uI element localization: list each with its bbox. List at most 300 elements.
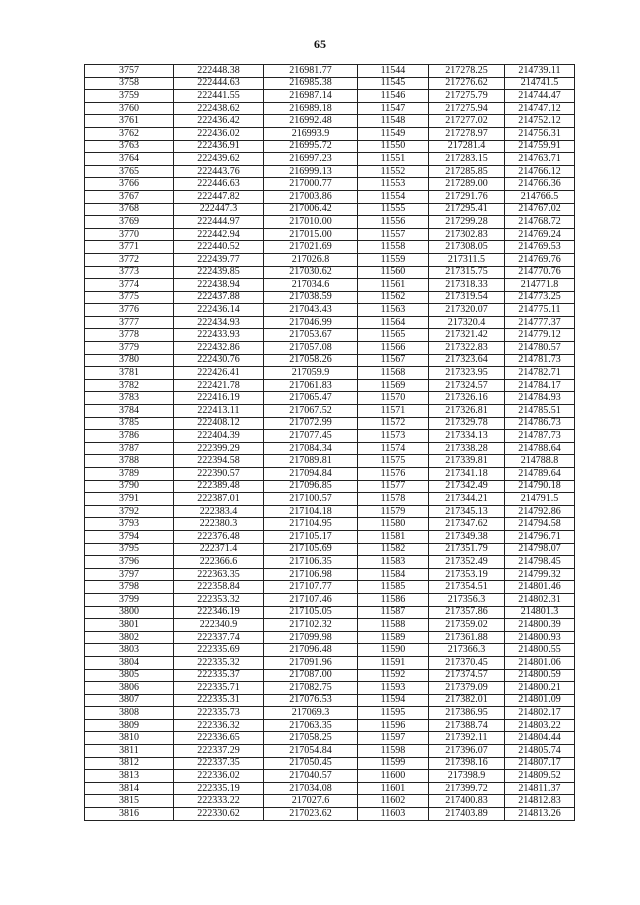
table-row (85, 732, 575, 745)
point-number-cell: 11574 (358, 442, 429, 455)
y-coordinate-cell: 214798.07 (505, 543, 575, 556)
table-row (85, 770, 575, 783)
y-coordinate-cell: 214787.73 (505, 430, 575, 443)
table-row (85, 90, 575, 103)
y-coordinate-cell: 217102.32 (264, 619, 358, 632)
x-coordinate-cell: 217342.49 (429, 480, 505, 493)
x-coordinate-cell: 217281.4 (429, 140, 505, 153)
x-coordinate-cell: 222439.85 (174, 266, 264, 279)
point-number-cell: 11544 (358, 65, 429, 78)
point-number-cell: 3782 (85, 379, 174, 392)
table-row (85, 543, 575, 556)
y-coordinate-cell: 216993.9 (264, 127, 358, 140)
x-coordinate-cell: 222337.35 (174, 757, 264, 770)
y-coordinate-cell: 214801.06 (505, 656, 575, 669)
x-coordinate-cell: 222335.37 (174, 669, 264, 682)
x-coordinate-cell: 217311.5 (429, 253, 505, 266)
x-coordinate-cell: 222443.76 (174, 165, 264, 178)
x-coordinate-cell: 217349.38 (429, 530, 505, 543)
page-number: 65 (314, 37, 326, 51)
table-row (85, 808, 575, 821)
x-coordinate-cell: 217356.3 (429, 593, 505, 606)
point-number-cell: 3801 (85, 619, 174, 632)
y-coordinate-cell: 217091.96 (264, 656, 358, 669)
x-coordinate-cell: 222383.4 (174, 505, 264, 518)
y-coordinate-cell: 214801.3 (505, 606, 575, 619)
table-row (85, 480, 575, 493)
y-coordinate-cell: 217096.85 (264, 480, 358, 493)
y-coordinate-cell: 214785.51 (505, 405, 575, 418)
point-number-cell: 11557 (358, 228, 429, 241)
point-number-cell: 11566 (358, 342, 429, 355)
y-coordinate-cell: 214771.8 (505, 279, 575, 292)
x-coordinate-cell: 222442.94 (174, 228, 264, 241)
point-number-cell: 3776 (85, 304, 174, 317)
y-coordinate-cell: 214770.76 (505, 266, 575, 279)
x-coordinate-cell: 222432.86 (174, 342, 264, 355)
x-coordinate-cell: 217338.28 (429, 442, 505, 455)
point-number-cell: 3763 (85, 140, 174, 153)
point-number-cell: 11553 (358, 178, 429, 191)
point-number-cell: 3772 (85, 253, 174, 266)
point-number-cell: 3773 (85, 266, 174, 279)
y-coordinate-cell: 214763.71 (505, 153, 575, 166)
point-number-cell: 11593 (358, 682, 429, 695)
x-coordinate-cell: 217386.95 (429, 707, 505, 720)
point-number-cell: 3787 (85, 442, 174, 455)
y-coordinate-cell: 217000.77 (264, 178, 358, 191)
y-coordinate-cell: 214766.5 (505, 190, 575, 203)
x-coordinate-cell: 222446.63 (174, 178, 264, 191)
point-number-cell: 11588 (358, 619, 429, 632)
table-row (85, 518, 575, 531)
x-coordinate-cell: 222440.52 (174, 241, 264, 254)
x-coordinate-cell: 222436.02 (174, 127, 264, 140)
point-number-cell: 3793 (85, 518, 174, 531)
y-coordinate-cell: 217082.75 (264, 682, 358, 695)
y-coordinate-cell: 217021.69 (264, 241, 358, 254)
x-coordinate-cell: 217403.89 (429, 808, 505, 821)
table-row (85, 291, 575, 304)
y-coordinate-cell: 214802.17 (505, 707, 575, 720)
x-coordinate-cell: 217399.72 (429, 782, 505, 795)
y-coordinate-cell: 216981.77 (264, 65, 358, 78)
x-coordinate-cell: 217382.01 (429, 694, 505, 707)
point-number-cell: 11586 (358, 593, 429, 606)
x-coordinate-cell: 217322.83 (429, 342, 505, 355)
y-coordinate-cell: 217105.69 (264, 543, 358, 556)
point-number-cell: 11573 (358, 430, 429, 443)
point-number-cell: 3777 (85, 316, 174, 329)
point-number-cell: 3779 (85, 342, 174, 355)
point-number-cell: 3811 (85, 745, 174, 758)
point-number-cell: 3809 (85, 719, 174, 732)
x-coordinate-cell: 222426.41 (174, 367, 264, 380)
y-coordinate-cell: 217034.6 (264, 279, 358, 292)
point-number-cell: 3760 (85, 102, 174, 115)
point-number-cell: 3808 (85, 707, 174, 720)
table-row (85, 568, 575, 581)
x-coordinate-cell: 217354.51 (429, 581, 505, 594)
y-coordinate-cell: 217089.81 (264, 455, 358, 468)
point-number-cell: 3786 (85, 430, 174, 443)
x-coordinate-cell: 217366.3 (429, 644, 505, 657)
point-number-cell: 3770 (85, 228, 174, 241)
y-coordinate-cell: 217057.08 (264, 342, 358, 355)
x-coordinate-cell: 217285.85 (429, 165, 505, 178)
x-coordinate-cell: 217323.95 (429, 367, 505, 380)
table-row (85, 581, 575, 594)
table-row (85, 745, 575, 758)
x-coordinate-cell: 217324.57 (429, 379, 505, 392)
table-row (85, 266, 575, 279)
y-coordinate-cell: 217096.48 (264, 644, 358, 657)
point-number-cell: 3806 (85, 682, 174, 695)
y-coordinate-cell: 214739.11 (505, 65, 575, 78)
point-number-cell: 11563 (358, 304, 429, 317)
y-coordinate-cell: 214807.17 (505, 757, 575, 770)
point-number-cell: 11602 (358, 795, 429, 808)
x-coordinate-cell: 222421.78 (174, 379, 264, 392)
table-row (85, 656, 575, 669)
point-number-cell: 3778 (85, 329, 174, 342)
x-coordinate-cell: 222333.22 (174, 795, 264, 808)
point-number-cell: 11546 (358, 90, 429, 103)
table-row (85, 556, 575, 569)
x-coordinate-cell: 222336.65 (174, 732, 264, 745)
y-coordinate-cell: 217010.00 (264, 216, 358, 229)
y-coordinate-cell: 214800.59 (505, 669, 575, 682)
y-coordinate-cell: 214769.53 (505, 241, 575, 254)
x-coordinate-cell: 217374.57 (429, 669, 505, 682)
y-coordinate-cell: 216995.72 (264, 140, 358, 153)
y-coordinate-cell: 214766.12 (505, 165, 575, 178)
y-coordinate-cell: 214775.11 (505, 304, 575, 317)
point-number-cell: 3795 (85, 543, 174, 556)
point-number-cell: 11603 (358, 808, 429, 821)
y-coordinate-cell: 214802.31 (505, 593, 575, 606)
table-row (85, 782, 575, 795)
x-coordinate-cell: 222380.3 (174, 518, 264, 531)
y-coordinate-cell: 217023.62 (264, 808, 358, 821)
x-coordinate-cell: 217361.88 (429, 631, 505, 644)
x-coordinate-cell: 222389.48 (174, 480, 264, 493)
x-coordinate-cell: 222358.84 (174, 581, 264, 594)
point-number-cell: 11585 (358, 581, 429, 594)
x-coordinate-cell: 222335.69 (174, 644, 264, 657)
point-number-cell: 3810 (85, 732, 174, 745)
point-number-cell: 11558 (358, 241, 429, 254)
x-coordinate-cell: 217396.07 (429, 745, 505, 758)
x-coordinate-cell: 217326.16 (429, 392, 505, 405)
y-coordinate-cell: 214811.37 (505, 782, 575, 795)
y-coordinate-cell: 217104.95 (264, 518, 358, 531)
x-coordinate-cell: 222353.32 (174, 593, 264, 606)
y-coordinate-cell: 217105.17 (264, 530, 358, 543)
table-row (85, 757, 575, 770)
table-row (85, 153, 575, 166)
point-number-cell: 11554 (358, 190, 429, 203)
table-row (85, 606, 575, 619)
point-number-cell: 3803 (85, 644, 174, 657)
y-coordinate-cell: 214786.73 (505, 417, 575, 430)
y-coordinate-cell: 214788.8 (505, 455, 575, 468)
x-coordinate-cell: 217329.78 (429, 417, 505, 430)
x-coordinate-cell: 217344.21 (429, 493, 505, 506)
x-coordinate-cell: 217283.15 (429, 153, 505, 166)
y-coordinate-cell: 217106.98 (264, 568, 358, 581)
y-coordinate-cell: 217058.26 (264, 354, 358, 367)
x-coordinate-cell: 222448.38 (174, 65, 264, 78)
y-coordinate-cell: 217094.84 (264, 468, 358, 481)
point-number-cell: 11559 (358, 253, 429, 266)
table-row (85, 115, 575, 128)
x-coordinate-cell: 222335.71 (174, 682, 264, 695)
point-number-cell: 3788 (85, 455, 174, 468)
x-coordinate-cell: 222416.19 (174, 392, 264, 405)
point-number-cell: 3794 (85, 530, 174, 543)
y-coordinate-cell: 214752.12 (505, 115, 575, 128)
y-coordinate-cell: 217099.98 (264, 631, 358, 644)
x-coordinate-cell: 222439.62 (174, 153, 264, 166)
x-coordinate-cell: 222430.76 (174, 354, 264, 367)
y-coordinate-cell: 217043.43 (264, 304, 358, 317)
y-coordinate-cell: 217100.57 (264, 493, 358, 506)
point-number-cell: 3807 (85, 694, 174, 707)
y-coordinate-cell: 214766.36 (505, 178, 575, 191)
x-coordinate-cell: 222437.88 (174, 291, 264, 304)
table-row (85, 795, 575, 808)
y-coordinate-cell: 217046.99 (264, 316, 358, 329)
point-number-cell: 11565 (358, 329, 429, 342)
x-coordinate-cell: 217379.09 (429, 682, 505, 695)
y-coordinate-cell: 217038.59 (264, 291, 358, 304)
table-row (85, 505, 575, 518)
y-coordinate-cell: 214796.71 (505, 530, 575, 543)
x-coordinate-cell: 222441.55 (174, 90, 264, 103)
point-number-cell: 3766 (85, 178, 174, 191)
point-number-cell: 3797 (85, 568, 174, 581)
x-coordinate-cell: 217319.54 (429, 291, 505, 304)
y-coordinate-cell: 214779.12 (505, 329, 575, 342)
table-row (85, 392, 575, 405)
y-coordinate-cell: 217084.34 (264, 442, 358, 455)
point-number-cell: 3791 (85, 493, 174, 506)
x-coordinate-cell: 222336.02 (174, 770, 264, 783)
coordinates-table (84, 64, 575, 821)
y-coordinate-cell: 214780.57 (505, 342, 575, 355)
y-coordinate-cell: 217069.3 (264, 707, 358, 720)
point-number-cell: 3764 (85, 153, 174, 166)
x-coordinate-cell: 217334.13 (429, 430, 505, 443)
point-number-cell: 3765 (85, 165, 174, 178)
table-row (85, 304, 575, 317)
y-coordinate-cell: 214791.5 (505, 493, 575, 506)
y-coordinate-cell: 217027.6 (264, 795, 358, 808)
point-number-cell: 3799 (85, 593, 174, 606)
x-coordinate-cell: 222399.29 (174, 442, 264, 455)
point-number-cell: 3785 (85, 417, 174, 430)
x-coordinate-cell: 222337.74 (174, 631, 264, 644)
x-coordinate-cell: 222439.77 (174, 253, 264, 266)
table-row (85, 77, 575, 90)
x-coordinate-cell: 222346.19 (174, 606, 264, 619)
x-coordinate-cell: 222340.9 (174, 619, 264, 632)
x-coordinate-cell: 222335.19 (174, 782, 264, 795)
point-number-cell: 3812 (85, 757, 174, 770)
table-row (85, 279, 575, 292)
point-number-cell: 3769 (85, 216, 174, 229)
y-coordinate-cell: 216985.38 (264, 77, 358, 90)
point-number-cell: 3805 (85, 669, 174, 682)
table-row (85, 342, 575, 355)
point-number-cell: 3789 (85, 468, 174, 481)
y-coordinate-cell: 214789.64 (505, 468, 575, 481)
table-row (85, 669, 575, 682)
x-coordinate-cell: 222433.93 (174, 329, 264, 342)
y-coordinate-cell: 214800.93 (505, 631, 575, 644)
point-number-cell: 3802 (85, 631, 174, 644)
y-coordinate-cell: 217053.67 (264, 329, 358, 342)
x-coordinate-cell: 222444.97 (174, 216, 264, 229)
x-coordinate-cell: 217345.13 (429, 505, 505, 518)
x-coordinate-cell: 222436.42 (174, 115, 264, 128)
y-coordinate-cell: 214756.31 (505, 127, 575, 140)
x-coordinate-cell: 222413.11 (174, 405, 264, 418)
point-number-cell: 3767 (85, 190, 174, 203)
point-number-cell: 11595 (358, 707, 429, 720)
point-number-cell: 11569 (358, 379, 429, 392)
y-coordinate-cell: 217026.8 (264, 253, 358, 266)
table-row (85, 65, 575, 78)
y-coordinate-cell: 214813.26 (505, 808, 575, 821)
x-coordinate-cell: 217400.83 (429, 795, 505, 808)
point-number-cell: 11584 (358, 568, 429, 581)
point-number-cell: 11600 (358, 770, 429, 783)
y-coordinate-cell: 214798.45 (505, 556, 575, 569)
x-coordinate-cell: 222335.73 (174, 707, 264, 720)
y-coordinate-cell: 214804.44 (505, 732, 575, 745)
table-row (85, 354, 575, 367)
point-number-cell: 11548 (358, 115, 429, 128)
x-coordinate-cell: 217276.62 (429, 77, 505, 90)
table-row (85, 682, 575, 695)
y-coordinate-cell: 217076.53 (264, 694, 358, 707)
point-number-cell: 11564 (358, 316, 429, 329)
point-number-cell: 11587 (358, 606, 429, 619)
table-row (85, 127, 575, 140)
y-coordinate-cell: 217003.86 (264, 190, 358, 203)
y-coordinate-cell: 214801.09 (505, 694, 575, 707)
point-number-cell: 3804 (85, 656, 174, 669)
point-number-cell: 11599 (358, 757, 429, 770)
table-row (85, 379, 575, 392)
point-number-cell: 3798 (85, 581, 174, 594)
x-coordinate-cell: 222335.32 (174, 656, 264, 669)
x-coordinate-cell: 217398.9 (429, 770, 505, 783)
table-row (85, 178, 575, 191)
y-coordinate-cell: 214790.18 (505, 480, 575, 493)
y-coordinate-cell: 216997.23 (264, 153, 358, 166)
y-coordinate-cell: 217067.52 (264, 405, 358, 418)
point-number-cell: 11581 (358, 530, 429, 543)
x-coordinate-cell: 217357.86 (429, 606, 505, 619)
x-coordinate-cell: 222438.94 (174, 279, 264, 292)
point-number-cell: 11576 (358, 468, 429, 481)
point-number-cell: 11550 (358, 140, 429, 153)
x-coordinate-cell: 217275.79 (429, 90, 505, 103)
x-coordinate-cell: 222434.93 (174, 316, 264, 329)
x-coordinate-cell: 217299.28 (429, 216, 505, 229)
y-coordinate-cell: 214768.72 (505, 216, 575, 229)
point-number-cell: 3761 (85, 115, 174, 128)
point-number-cell: 11560 (358, 266, 429, 279)
x-coordinate-cell: 222447.82 (174, 190, 264, 203)
point-number-cell: 11572 (358, 417, 429, 430)
y-coordinate-cell: 217050.45 (264, 757, 358, 770)
point-number-cell: 3774 (85, 279, 174, 292)
x-coordinate-cell: 222390.57 (174, 468, 264, 481)
y-coordinate-cell: 217107.77 (264, 581, 358, 594)
point-number-cell: 3762 (85, 127, 174, 140)
x-coordinate-cell: 217323.64 (429, 354, 505, 367)
table-row (85, 367, 575, 380)
point-number-cell: 3775 (85, 291, 174, 304)
point-number-cell: 11579 (358, 505, 429, 518)
x-coordinate-cell: 217388.74 (429, 719, 505, 732)
y-coordinate-cell: 214803.22 (505, 719, 575, 732)
x-coordinate-cell: 222376.48 (174, 530, 264, 543)
point-number-cell: 3784 (85, 405, 174, 418)
point-number-cell: 3813 (85, 770, 174, 783)
table-row (85, 707, 575, 720)
x-coordinate-cell: 217339.81 (429, 455, 505, 468)
point-number-cell: 3768 (85, 203, 174, 216)
point-number-cell: 11561 (358, 279, 429, 292)
table-row (85, 468, 575, 481)
table-row (85, 165, 575, 178)
point-number-cell: 3771 (85, 241, 174, 254)
y-coordinate-cell: 214805.74 (505, 745, 575, 758)
y-coordinate-cell: 217006.42 (264, 203, 358, 216)
table-row (85, 719, 575, 732)
y-coordinate-cell: 217065.47 (264, 392, 358, 405)
y-coordinate-cell: 214800.55 (505, 644, 575, 657)
y-coordinate-cell: 214792.86 (505, 505, 575, 518)
point-number-cell: 11583 (358, 556, 429, 569)
x-coordinate-cell: 217320.4 (429, 316, 505, 329)
point-number-cell: 11556 (358, 216, 429, 229)
y-coordinate-cell: 217030.62 (264, 266, 358, 279)
point-number-cell: 11547 (358, 102, 429, 115)
point-number-cell: 11589 (358, 631, 429, 644)
point-number-cell: 11590 (358, 644, 429, 657)
x-coordinate-cell: 222335.31 (174, 694, 264, 707)
point-number-cell: 3780 (85, 354, 174, 367)
x-coordinate-cell: 217351.79 (429, 543, 505, 556)
table-row (85, 694, 575, 707)
x-coordinate-cell: 217359.02 (429, 619, 505, 632)
x-coordinate-cell: 217278.25 (429, 65, 505, 78)
point-number-cell: 11551 (358, 153, 429, 166)
point-number-cell: 3757 (85, 65, 174, 78)
y-coordinate-cell: 214801.46 (505, 581, 575, 594)
point-number-cell: 11545 (358, 77, 429, 90)
coordinates-table-body (85, 65, 575, 821)
x-coordinate-cell: 217370.45 (429, 656, 505, 669)
point-number-cell: 3781 (85, 367, 174, 380)
y-coordinate-cell: 214781.73 (505, 354, 575, 367)
